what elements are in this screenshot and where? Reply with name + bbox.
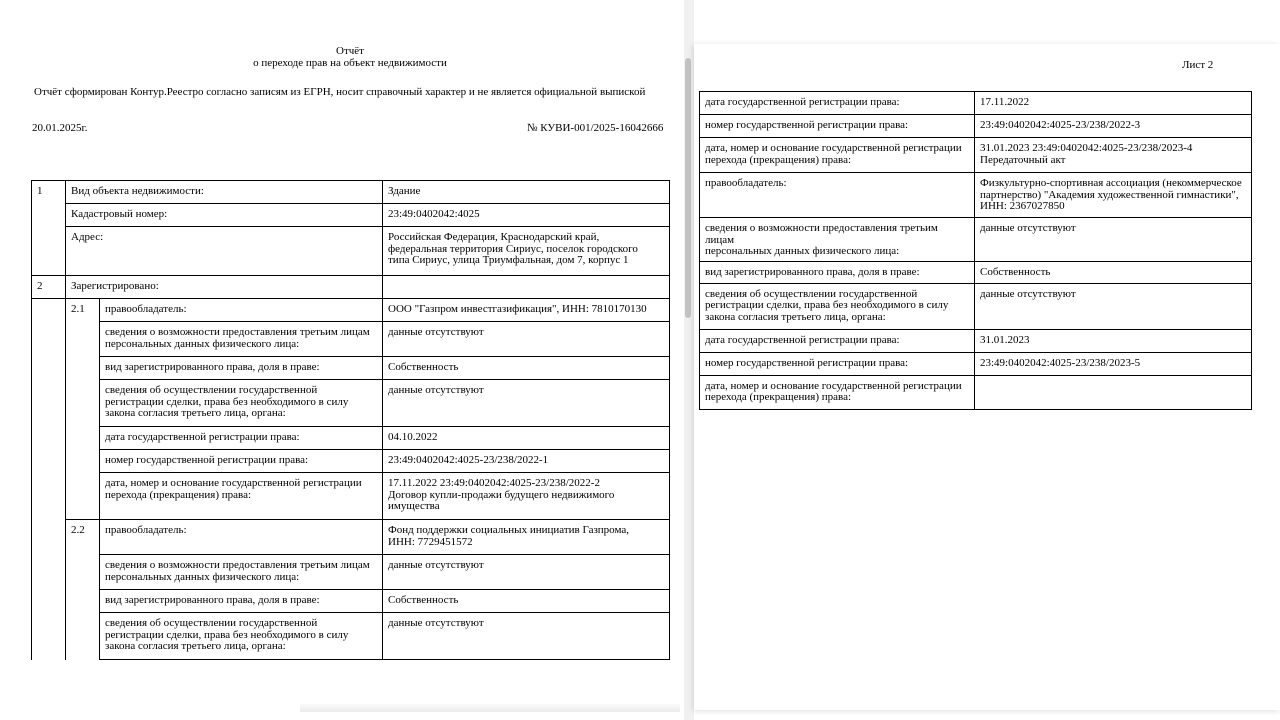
field-value: 17.11.2022 bbox=[975, 92, 1252, 115]
table-row bbox=[32, 427, 670, 450]
field-value bbox=[383, 276, 670, 299]
report-number: № КУВИ-001/2025-16042666 bbox=[527, 122, 664, 134]
field-value bbox=[975, 375, 1252, 409]
table-row bbox=[32, 520, 670, 555]
field-value: данные отсутствуют bbox=[383, 555, 670, 590]
table-row bbox=[32, 322, 670, 357]
field-value: ООО "Газпром инвестгазификация", ИНН: 7810170130 bbox=[383, 299, 670, 322]
table-row bbox=[700, 261, 1252, 283]
sheet-number: Лист 2 bbox=[1182, 59, 1214, 71]
field-label: дата, номер и основание государственной регистрации перехода (прекращения) права: bbox=[100, 473, 383, 520]
field-value: данные отсутствуют bbox=[975, 283, 1252, 329]
field-label: сведения об осуществлении государственной регистрации сделки, права без необходимого в силу закона согласия третьего лица, органа: bbox=[100, 613, 383, 660]
field-label: номер государственной регистрации права: bbox=[700, 352, 975, 375]
field-value: Фонд поддержки социальных инициатив Газпрома, ИНН: 7729451572 bbox=[383, 520, 670, 555]
rights-table bbox=[31, 180, 670, 660]
field-value: Российская Федерация, Краснодарский край, федеральная территория Сириус, поселок городского типа Сириус, улица Триумфальная, дом 7, корпус 1 bbox=[383, 227, 670, 276]
table-row bbox=[700, 329, 1252, 352]
entry-number: 2.1 bbox=[66, 299, 100, 520]
section-number: 2 bbox=[32, 276, 66, 299]
table-row bbox=[700, 375, 1252, 409]
table-row bbox=[700, 352, 1252, 375]
table-row bbox=[700, 173, 1252, 218]
table-row bbox=[32, 276, 670, 299]
field-value: данные отсутствуют bbox=[383, 613, 670, 660]
table-row bbox=[32, 590, 670, 613]
field-value: Собственность bbox=[383, 590, 670, 613]
field-value: данные отсутствуют bbox=[975, 218, 1252, 262]
table-row bbox=[32, 357, 670, 380]
table-row bbox=[700, 138, 1252, 173]
page-shadow bbox=[300, 704, 680, 712]
field-label: Зарегистрировано: bbox=[66, 276, 383, 299]
field-label: сведения об осуществлении государственной регистрации сделки, права без необходимого в силу закона согласия третьего лица, органа: bbox=[100, 380, 383, 427]
field-label: сведения о возможности предоставления третьим лицам персональных данных физического лица: bbox=[100, 555, 383, 590]
field-value: 17.11.2022 23:49:0402042:4025-23/238/2022-2 Договор купли-продажи будущего недвижимого имущества bbox=[383, 473, 670, 520]
report-disclaimer: Отчёт сформирован Контур.Реестро согласно записям из ЕГРН, носит справочный характер и не является официальной выпиской bbox=[34, 86, 646, 98]
table-row bbox=[32, 473, 670, 520]
field-label: Кадастровый номер: bbox=[66, 204, 383, 227]
field-label: сведения об осуществлении государственной регистрации сделки, права без необходимого в силу закона согласия третьего лица, органа: bbox=[700, 283, 975, 329]
field-value: Здание bbox=[383, 181, 670, 204]
document-page-2 bbox=[694, 44, 1280, 710]
field-value: Физкультурно-спортивная ассоциация (некоммерческое партнерство) "Академия художественной гимнастики", ИНН: 2367027850 bbox=[975, 173, 1252, 218]
section-number: 1 bbox=[32, 181, 66, 276]
field-value: 04.10.2022 bbox=[383, 427, 670, 450]
field-label: правообладатель: bbox=[700, 173, 975, 218]
field-value: 31.01.2023 bbox=[975, 329, 1252, 352]
field-label: правообладатель: bbox=[100, 520, 383, 555]
field-label: правообладатель: bbox=[100, 299, 383, 322]
field-value: Собственность bbox=[975, 261, 1252, 283]
field-value: 23:49:0402042:4025-23/238/2022-1 bbox=[383, 450, 670, 473]
table-row bbox=[700, 218, 1252, 262]
field-label: вид зарегистрированного права, доля в праве: bbox=[100, 590, 383, 613]
field-label: Адрес: bbox=[66, 227, 383, 276]
field-value: 23:49:0402042:4025 bbox=[383, 204, 670, 227]
field-label: вид зарегистрированного права, доля в праве: bbox=[100, 357, 383, 380]
report-date: 20.01.2025г. bbox=[32, 122, 88, 134]
table-row bbox=[700, 115, 1252, 138]
section-spacer bbox=[32, 299, 66, 660]
report-subtitle: о переходе прав на объект недвижимости bbox=[253, 57, 447, 69]
rights-table-continued bbox=[699, 91, 1252, 410]
scrollbar-thumb[interactable] bbox=[685, 58, 691, 318]
report-title: Отчёт bbox=[336, 45, 364, 57]
field-value: 23:49:0402042:4025-23/238/2022-3 bbox=[975, 115, 1252, 138]
table-row bbox=[32, 181, 670, 204]
table-row bbox=[32, 613, 670, 660]
table-row bbox=[32, 555, 670, 590]
field-label: дата государственной регистрации права: bbox=[700, 329, 975, 352]
table-row bbox=[32, 299, 670, 322]
field-value: данные отсутствуют bbox=[383, 380, 670, 427]
field-label: дата, номер и основание государственной регистрации перехода (прекращения) права: bbox=[700, 375, 975, 409]
field-label: дата, номер и основание государственной регистрации перехода (прекращения) права: bbox=[700, 138, 975, 173]
table-row bbox=[700, 283, 1252, 329]
table-row bbox=[32, 204, 670, 227]
field-label: дата государственной регистрации права: bbox=[100, 427, 383, 450]
table-row bbox=[32, 450, 670, 473]
field-label: номер государственной регистрации права: bbox=[100, 450, 383, 473]
field-label: вид зарегистрированного права, доля в праве: bbox=[700, 261, 975, 283]
field-label: номер государственной регистрации права: bbox=[700, 115, 975, 138]
field-value: 23:49:0402042:4025-23/238/2023-5 bbox=[975, 352, 1252, 375]
field-label: сведения о возможности предоставления третьим лицам персональных данных физического лица: bbox=[700, 218, 975, 262]
field-label: дата государственной регистрации права: bbox=[700, 92, 975, 115]
field-value: 31.01.2023 23:49:0402042:4025-23/238/2023-4 Передаточный акт bbox=[975, 138, 1252, 173]
field-value: Собственность bbox=[383, 357, 670, 380]
entry-number: 2.2 bbox=[66, 520, 100, 660]
table-row bbox=[32, 380, 670, 427]
field-label: сведения о возможности предоставления третьим лицам персональных данных физического лица: bbox=[100, 322, 383, 357]
table-row bbox=[700, 92, 1252, 115]
table-row bbox=[32, 227, 670, 276]
field-value: данные отсутствуют bbox=[383, 322, 670, 357]
field-label: Вид объекта недвижимости: bbox=[66, 181, 383, 204]
